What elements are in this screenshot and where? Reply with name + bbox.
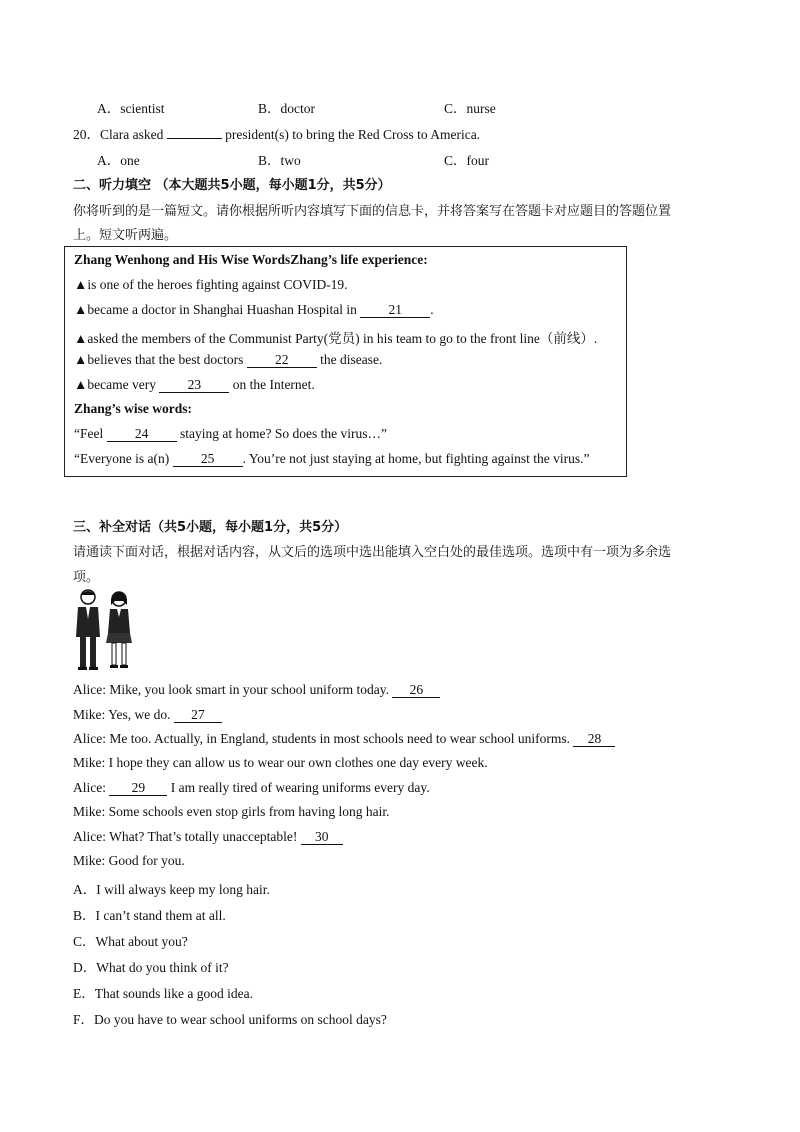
dialogue-line-4: Mike: I hope they can allow us to wear our own clothes one day every week. xyxy=(73,755,488,770)
blank-24: 24 xyxy=(107,426,177,442)
section3-instruction-line1: 请通读下面对话，根据对话内容，从文后的选项中选出能填入空白处的最佳选项。选项中有一项为多余选 xyxy=(73,545,672,560)
info-item-2: ▲became a doctor in Shanghai Huashan Hospital in 21 . xyxy=(74,302,434,317)
students-illustration-icon xyxy=(70,585,140,673)
q19-option-a: A．scientist xyxy=(97,101,165,116)
choice-a: A．I will always keep my long hair. xyxy=(73,882,270,897)
choice-f: F．Do you have to wear school uniforms on school days? xyxy=(73,1012,387,1027)
info-item-1: ▲is one of the heroes fighting against COVID-19. xyxy=(74,277,348,292)
dialogue-line-6: Mike: Some schools even stop girls from having long hair. xyxy=(73,804,390,819)
choice-e: E．That sounds like a good idea. xyxy=(73,986,253,1001)
dialogue-line-3: Alice: Me too. Actually, in England, students in most schools need to wear school uniforms. 28 xyxy=(73,731,615,747)
dialogue-line-2: Mike: Yes, we do. 27 xyxy=(73,707,222,723)
blank-30: 30 xyxy=(301,829,343,845)
dialogue-line-5: Alice: 29 I am really tired of wearing uniforms every day. xyxy=(73,780,430,795)
section2-instruction-line2: 上。短文听两遍。 xyxy=(73,228,178,243)
choice-d: D．What do you think of it? xyxy=(73,960,229,975)
blank-22: 22 xyxy=(247,352,317,368)
q20-stem: 20．Clara asked president(s) to bring the Red Cross to America. xyxy=(73,127,481,142)
info-card-title: Zhang Wenhong and His Wise WordsZhang’s life experience: xyxy=(74,252,428,267)
q20-option-c: C．four xyxy=(444,153,490,168)
blank-21: 21 xyxy=(360,302,430,318)
dialogue-line-1: Alice: Mike, you look smart in your school uniform today. 26 xyxy=(73,682,440,698)
section3-heading: 三、补全对话（共5小题，每小题1分，共5分） xyxy=(73,520,348,535)
dialogue-line-8: Mike: Good for you. xyxy=(73,853,185,868)
info-item-4: ▲believes that the best doctors 22 the disease. xyxy=(74,352,383,367)
section3-instruction-line2: 项。 xyxy=(73,570,100,585)
wise-word-1: “Feel 24 staying at home? So does the virus…” xyxy=(74,426,387,441)
q20-blank xyxy=(167,138,222,139)
choice-b: B．I can’t stand them at all. xyxy=(73,908,226,923)
q19-option-b: B．doctor xyxy=(258,101,316,116)
blank-28: 28 xyxy=(573,731,615,747)
info-item-5: ▲became very 23 on the Internet. xyxy=(74,377,315,392)
blank-23: 23 xyxy=(159,377,229,393)
blank-25: 25 xyxy=(173,451,243,467)
section2-instruction-line1: 你将听到的是一篇短文。请你根据所听内容填写下面的信息卡，并将答案写在答题卡对应题目的答题位置 xyxy=(73,204,672,219)
q19-option-c: C．nurse xyxy=(444,101,496,116)
dialogue-line-7: Alice: What? That’s totally unacceptable! 30 xyxy=(73,829,343,845)
blank-29: 29 xyxy=(109,780,167,796)
blank-26: 26 xyxy=(392,682,440,698)
q20-option-a: A．one xyxy=(97,153,140,168)
blank-27: 27 xyxy=(174,707,222,723)
wise-words-title: Zhang’s wise words: xyxy=(74,401,193,416)
wise-word-2: “Everyone is a(n) 25 . You’re not just staying at home, but fighting against the virus.” xyxy=(74,451,590,466)
q20-option-b: B．two xyxy=(258,153,301,168)
info-item-3: ▲asked the members of the Communist Party(党员) in his team to go to the front line（前线）. xyxy=(74,331,598,346)
choice-c: C．What about you? xyxy=(73,934,188,949)
section2-heading: 二、听力填空 （本大题共5小题，每小题1分，共5分） xyxy=(73,178,391,193)
info-card-box xyxy=(64,246,627,477)
